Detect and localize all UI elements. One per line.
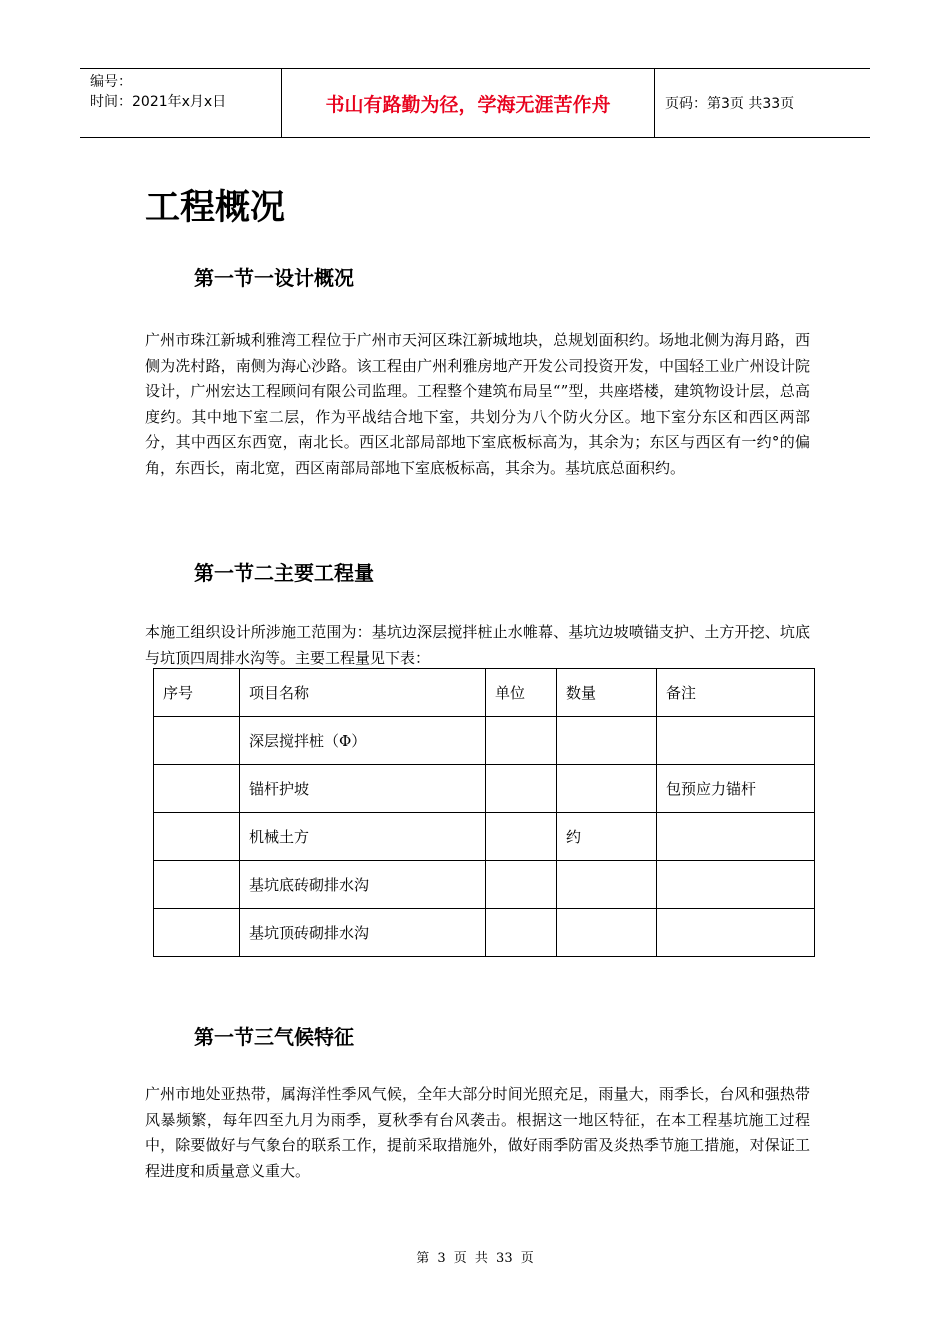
table-cell: 约 <box>557 813 657 861</box>
table-cell <box>657 861 815 909</box>
table-cell: 机械土方 <box>240 813 486 861</box>
table-cell: 基坑顶砖砌排水沟 <box>240 909 486 957</box>
table-row <box>154 813 815 861</box>
table-row <box>154 717 815 765</box>
table-cell <box>557 765 657 813</box>
table-cell <box>486 717 557 765</box>
table-row <box>154 765 815 813</box>
table-header-cell: 数量 <box>557 669 657 717</box>
section-heading-1: 第一节一设计概况 <box>194 266 354 290</box>
table-cell <box>486 813 557 861</box>
table-header-cell: 单位 <box>486 669 557 717</box>
table-cell <box>557 909 657 957</box>
table-cell <box>154 813 240 861</box>
table-cell <box>486 765 557 813</box>
table-cell <box>486 861 557 909</box>
table-cell: 锚杆护坡 <box>240 765 486 813</box>
table-cell <box>154 861 240 909</box>
table-cell <box>557 861 657 909</box>
header-page <box>655 69 870 137</box>
table-cell <box>657 909 815 957</box>
page-footer: 第 3 页 共 33 页 <box>416 1251 534 1266</box>
table-cell <box>154 717 240 765</box>
table-header-cell: 项目名称 <box>240 669 486 717</box>
header-motto: 书山有路勤为径，学海无涯苦作舟 <box>281 69 655 137</box>
page-title: 工程概况 <box>145 188 286 228</box>
table-cell: 包预应力锚杆 <box>657 765 815 813</box>
table-header-cell: 备注 <box>657 669 815 717</box>
table-cell <box>154 765 240 813</box>
table-cell <box>657 717 815 765</box>
table-cell: 深层搅拌桩（Φ） <box>240 717 486 765</box>
section-heading-2: 第一节二主要工程量 <box>194 561 374 585</box>
section-text-1: 广州市珠江新城利雅湾工程位于广州市天河区珠江新城地块，总规划面积约。场地北侧为海月路，西侧为冼村路，南侧为海心沙路。该工程由广州利雅房地产开发公司投资开发，中国轻工业广州设计院设计，广州宏达工程顾问有限公司监理。工程整个建筑布局呈“”型，共座塔楼，建筑物设计层，总高度约。其中地下室二层，作为平战结合地下室，共划分为八个防火分区。地下室分东区和西区两部分，其中西区东西宽，南北长。西区北部局部地下室底板标高为，其余为；东区与西区有一约°的偏角，东西长，南北宽，西区南部局部地下室底板标高，其余为。基坑底总面积约。 <box>145 331 810 477</box>
table-cell <box>657 813 815 861</box>
header-page-label: 页码：第3页 共33页 <box>665 96 795 112</box>
page-header <box>80 68 870 138</box>
header-info <box>80 69 281 137</box>
header-time: 时间：2021年x月x日 <box>90 94 227 110</box>
table-row <box>154 861 815 909</box>
header-number: 编号： <box>90 74 132 90</box>
table-header-row <box>154 669 815 717</box>
quantities-table <box>153 668 815 957</box>
table-cell <box>486 909 557 957</box>
table-cell <box>154 909 240 957</box>
table-row <box>154 909 815 957</box>
table-cell: 基坑底砖砌排水沟 <box>240 861 486 909</box>
table-cell <box>557 717 657 765</box>
section-heading-3: 第一节三气候特征 <box>194 1025 354 1049</box>
table-header-cell: 序号 <box>154 669 240 717</box>
section-text-3: 广州市地处亚热带，属海洋性季风气候，全年大部分时间光照充足，雨量大，雨季长，台风和强热带风暴频繁，每年四至九月为雨季，夏秋季有台风袭击。根据这一地区特征，在本工程基坑施工过程中，除要做好与气象台的联系工作，提前采取措施外，做好雨季防雷及炎热季节施工措施，对保证工程进度和质量意义重大。 <box>145 1085 810 1180</box>
section-text-2: 本施工组织设计所涉施工范围为：基坑边深层搅拌桩止水帷幕、基坑边坡喷锚支护、土方开挖、坑底与坑顶四周排水沟等。主要工程量见下表： <box>145 623 810 667</box>
